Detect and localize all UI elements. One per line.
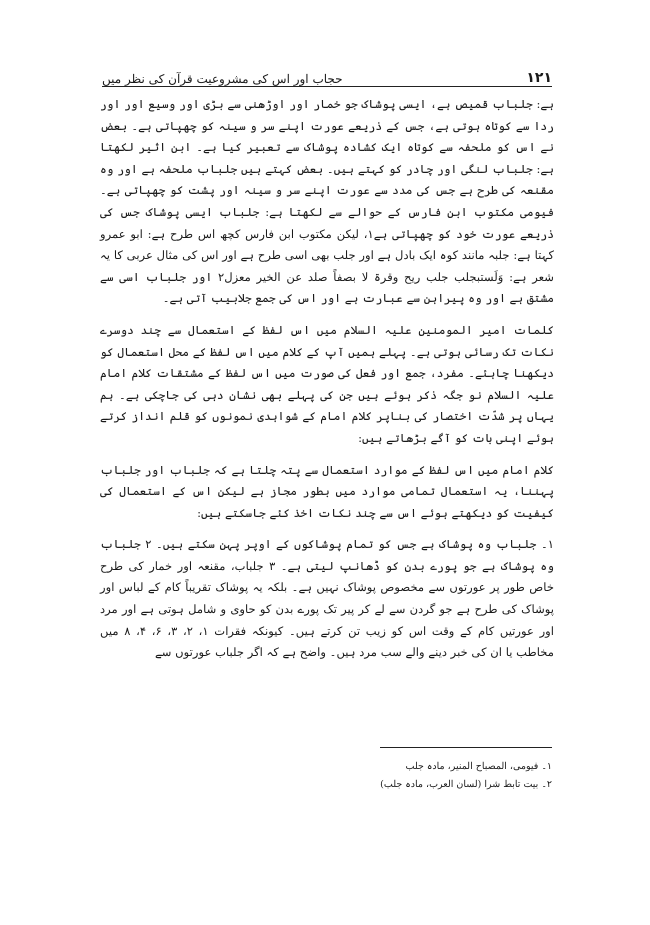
footnote-rule [380, 747, 552, 748]
paragraph-1: ہے: جلباب قمیص ہے، ایسی پوشاک جو خمار اور اوڑھنی سے بڑی اور وسیع اور اور ردا سے کوتاہ ہوتی ہے، جس کے ذریعے عورت اپنے سر و سینہ کو چھپاتی ہے۔ بعض نے اس کو ملحفہ سے کوتاہ ایک کشادہ پوشاک سے تعبیر کیا ہے۔ ابن اثیر لکھتا ہے: جلباب لنگی اور چادر کو کہتے ہیں۔ بعض کہتے ہیں جلباب ملحفہ ہے اور وہ مقنعہ کی طرح ہے جس کی مدد سے عورت اپنے سر و سینہ اور پشت کو چھپاتی ہے۔ فیومی مکتوب ابن فارس کے حوالے سے لکھتا ہے: جلباب ایسی پوشاک جس کی ذریعے عورت خود کو چھپاتی ہے۱، لیکن مکتوب ابن فارس کچھ اس طرح ہے: ابو عمرو کہتا ہے: جلبہ مانند کوہ ایک بادل ہے اور جلب بھی اسی طرح ہے اور اس کی مثال عربی کا یہ شعر ہے: وَلَستبجلب جلب ریح وقرۃ لا بصفاً صلد عن الخیر معزل۲ اور جلباب اسی سے مشتق ہے اور وہ پیراہن سے عبارت ہے اور اس کی جمع جلابیب آتی ہے۔ [100, 97, 555, 306]
main-text [100, 94, 554, 674]
page-number: ۱۲۱ [526, 70, 552, 86]
paragraph-4: ۱۔ جلباب وہ پوشاک ہے جس کو تمام پوشاکوں کے اوپر پہن سکتے ہیں۔ ۲ جلباب وہ پوشاک ہے جو پورے بدن کو ڈھانپ لیتی ہے۔ ۳ جلباب، مقنعہ اور خمار کی طرح خاص طور پر عورتوں سے مخصوص پوشاک نہیں ہے۔ بلکہ یہ پوشاک تقریباً کام کے لباس اور پوشاک کی طرح ہے جو گردن سے لے کر پیر تک پورے بدن کو حاوی و شامل ہوتی ہے اور مرد اور عورتیں کام کے وقت اس کو زیب تن کرتے ہیں۔ کیونکہ فقرات ۱، ۲، ۳، ۶، ۴، ۸ میں مخاطب یا ان کی خبر دینے والے سب مرد ہیں۔ واضح ہے کہ اگر جلباب عورتوں سے [100, 537, 554, 660]
header-rule [102, 86, 552, 87]
footnote-1: ۱۔ فیومی، المصباح المنیر، مادہ جلب [405, 761, 552, 772]
footnote-2: ۲۔ بیت تابط شرا (لسان العرب، مادہ جلب) [380, 779, 552, 790]
running-header [102, 62, 552, 86]
footnotes [100, 758, 552, 794]
paragraph-3: کلام امام میں اس لفظ کے موارد استعمال سے پتہ چلتا ہے کہ جلباب اور جلباب پہننا، یہ استعمال تمامی موارد میں بطور مجاز ہے لیکن اس کے استعمال کی کیفیت کو دیکھتے ہوئے اس سے چند نکات اخذ کئے جاسکتے ہیں: [100, 462, 554, 520]
paragraph-2: کلمات امیر المومنین علیہ السلام میں اس لفظ کے استعمال سے چند دوسرے نکات تک رسائی ہوتی ہے۔ پہلے ہمیں آپ کے کلام میں اس لفظ کے محل استعمال کو دیکھنا چاہئے۔ مفرد، جمع اور فعل کی صورت میں اس لفظ کے مشتقات کلام امام علیہ السلام نو جگہ ذکر ہوئے ہیں جن کی پہلے بھی نشان دہی کی جاچکی ہے۔ ہم یہاں پر شدّت اختصار کی بناپر کلام امام کے شواہدی نمونوں کو قلم انداز کرتے ہوئے اپنی بات کو آگے بڑھاتے ہیں: [100, 322, 554, 445]
running-title: حجاب اور اس کی مشروعیت قرآن کی نظر میں [102, 72, 343, 86]
